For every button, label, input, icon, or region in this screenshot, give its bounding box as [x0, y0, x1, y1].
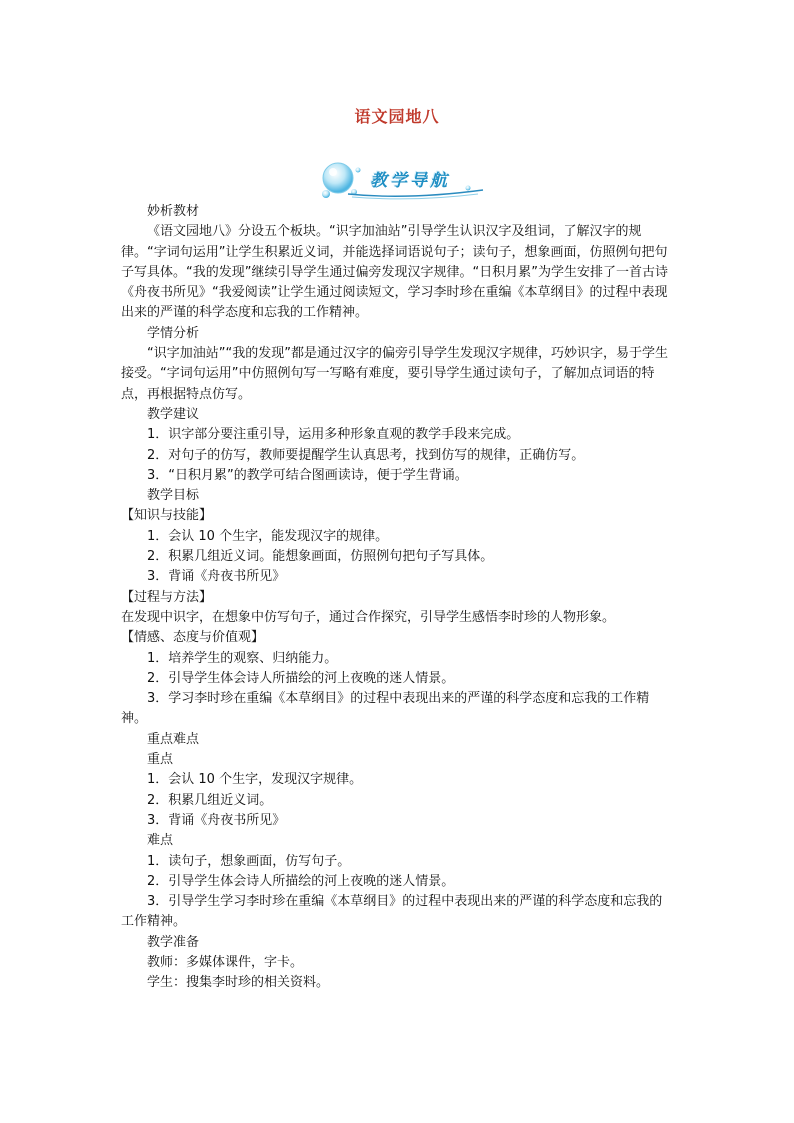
heading-process: 【过程与方法】 [121, 589, 213, 605]
list-item: 1．会认 10 个生字，能发现汉字的规律。 [147, 528, 389, 544]
heading-difficult: 难点 [147, 833, 174, 849]
list-item: 3．背诵《舟夜书所见》 [147, 569, 286, 585]
heading-textbook: 妙析教材 [147, 204, 200, 219]
heading-goals: 教学目标 [147, 488, 200, 504]
list-item: 1．会认 10 个生字，发现汉字规律。 [147, 772, 363, 788]
list-item: 2．积累几组近义词。能想象画面，仿照例句把句子写具体。 [147, 549, 494, 565]
paragraph-textbook: 《语文园地八》分设五个板块。“识字加油站”引导学生认识汉字及组词，了解汉字的规律。“字词句运用”让学生积累近义词，并能选择词语说句子；读句子，想象画面，仿照例句把句子写具体。“我的发现”继续引导学生通过偏旁发现汉字规律。“日积月累”为学生安排了一首古诗《舟夜书所见》“我爱阅读”让学生通过阅读短文，学习李时珍在重编《本草纲目》的过程中表现出来的严谨的科学态度和忘我的工作精神。 [121, 224, 668, 321]
paragraph-process: 在发现中识字，在想象中仿写句子，通过合作探究，引导学生感悟李时珍的人物形象。 [121, 609, 616, 625]
prep-student: 学生：搜集李时珍的相关资料。 [147, 975, 330, 991]
list-item: 1．读句子，想象画面，仿写句子。 [147, 853, 351, 869]
heading-key: 重点 [147, 752, 174, 768]
page-title: 语文园地八 [354, 107, 440, 126]
list-item: 2．对句子的仿写，教师要提醒学生认真思考，找到仿写的规律，正确仿写。 [147, 447, 585, 463]
list-item: 3．“日积月累”的教学可结合图画读诗，便于学生背诵。 [147, 467, 468, 483]
heading-emotion: 【情感、态度与价值观】 [121, 630, 265, 646]
list-item: 2．引导学生体会诗人所描绘的河上夜晚的迷人情景。 [147, 873, 455, 889]
heading-knowledge: 【知识与技能】 [121, 508, 213, 524]
list-item: 2．积累几组近义词。 [147, 792, 273, 808]
heading-advice: 教学建议 [147, 406, 200, 422]
list-item: 1．识字部分要注重引导，运用多种形象直观的教学手段来完成。 [147, 427, 520, 443]
heading-prep: 教学准备 [147, 934, 200, 950]
document-body [121, 202, 675, 994]
list-item: 1．培养学生的观察、归纳能力。 [147, 650, 338, 666]
prep-teacher: 教师：多媒体课件，字卡。 [147, 954, 304, 970]
heading-keypoints: 重点难点 [147, 731, 200, 747]
banner-text: 教学导航 [370, 171, 450, 191]
paragraph-students: “识字加油站”“我的发现”都是通过汉字的偏旁引导学生发现汉字规律，巧妙识字，易于学生接受。“字词句运用”中仿照例句写一写略有难度，要引导学生通过读句子，了解加点词语的特点，再根据特点仿写。 [121, 346, 668, 402]
heading-students: 学情分析 [147, 325, 200, 341]
teaching-guide-banner [318, 160, 488, 202]
list-item: 2．引导学生体会诗人所描绘的河上夜晚的迷人情景。 [147, 670, 455, 686]
list-item: 3．学习李时珍在重编《本草纲目》的过程中表现出来的严谨的科学态度和忘我的工作精神。 [121, 691, 650, 727]
list-item: 3．引导学生学习李时珍在重编《本草纲目》的过程中表现出来的严谨的科学态度和忘我的工作精神。 [121, 894, 663, 930]
list-item: 3．背诵《舟夜书所见》 [147, 812, 286, 828]
